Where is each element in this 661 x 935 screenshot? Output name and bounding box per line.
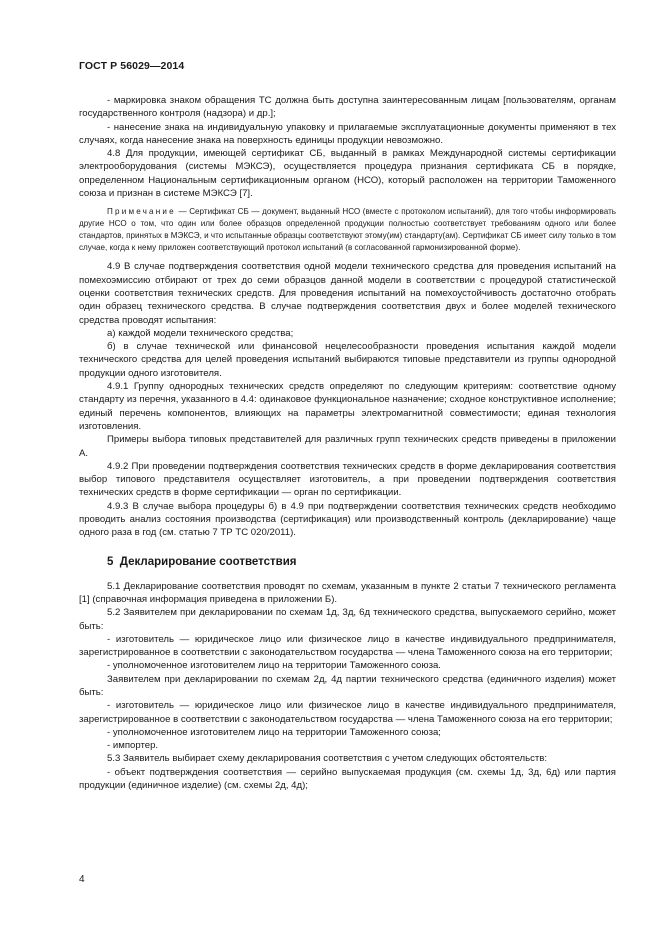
clause-4-9: 4.9 В случае подтверждения соответствия одной модели технического средства для проведения испытаний на помехоэмиссию отбирают от трех до семи образцов данной модели в соответствии с процедурой статистической оценки соответствия технических средств. Для проведения испытаний на помехоустойчивость достаточно отобрать один образец технического средства. В случае подтверждения соответствия двух и более моделей технического средства проводят испытания: xyxy=(79,261,616,326)
paragraph: Заявителем при декларировании по схемам 2д, 4д партии технического средства (единичного изделия) может быть: xyxy=(79,673,616,698)
list-item: - объект подтверждения соответствия — серийно выпускаемая продукция (см. схемы 1д, 3д, 6д) или партия продукции (единичное изделие) (см. схемы 2д, 4д); xyxy=(79,766,616,792)
document-header: ГОСТ Р 56029—2014 xyxy=(79,60,185,72)
clause-5-3: 5.3 Заявитель выбирает схему декларирования соответствия с учетом следующих обстоятельств: xyxy=(107,753,548,765)
list-item: а) каждой модели технического средства; xyxy=(107,327,294,339)
list-item: - уполномоченное изготовителем лицо на территории Таможенного союза; xyxy=(107,726,441,738)
list-item: - изготовитель — юридическое лицо или физическое лицо в качестве индивидуального предпринимателя, зарегистрированное в соответствии с законодательством государства — члена Таможенного союза на его территории; xyxy=(79,700,616,725)
paragraph: - маркировка знаком обращения ТС должна быть доступна заинтересованным лицам [пользователям, органам государственного контроля (надзора) и др.]; xyxy=(79,95,616,120)
clause-4-8: 4.8 Для продукции, имеющей сертификат СБ, выданный в рамках Международной системы сертификации электрооборудования (системы МЭКСЭ), осуществляется процедура признания сертификата СБ в порядке, определенном Национальным сертификационным органом (НСО), который расположен на территории Таможенного союза и признан в системе МЭКСЭ [7]. xyxy=(79,148,616,200)
page-number: 4 xyxy=(79,874,85,885)
list-item: - импортер. xyxy=(107,740,159,752)
list-item: - изготовитель — юридическое лицо или физическое лицо в качестве индивидуального предпринимателя, зарегистрированное в соответствии с законодательством государства — члена Таможенного союза на его территории; xyxy=(79,633,616,659)
note-block xyxy=(79,206,616,254)
page-body xyxy=(79,94,616,792)
clause-4-9-1: 4.9.1 Группу однородных технических средств определяют по следующим критериям: соответствие одному стандарту из перечня, указанного в 4.4: одинаковое функциональное назначение; сходное конструктивное исполнение; единый перечень компонентов, влияющих на параметры электромагнитной совместимости; единая технология изготовления. xyxy=(79,381,616,432)
note-text: — Сертификат СБ — документ, выданный НСО (вместе с протоколом испытаний), для того чтобы информировать другие НСО о том, что один или более образцов определенной продукции полностью соответствует требованиям одного или более стандартов, принятых в МЭКСЭ, и что испытанные образцы соответствуют этому(им) стандарту(ам). Сертификат СБ имеет силу только в том случае, когда к нему приложен соответствующий протокол испытаний (в согласованной гармонизированной форме). xyxy=(79,207,617,253)
list-item: б) в случае технической или финансовой нецелесообразности проведения испытания каждой модели технического средства для целей проведения испытаний выбираются типовые представители из группы однородной продукции одного изготовителя. xyxy=(79,341,616,379)
section-heading xyxy=(79,554,616,570)
paragraph: Примеры выбора типовых представителей для различных групп технических средств приведены в приложении А. xyxy=(79,434,616,459)
list-item: - уполномоченное изготовителем лицо на территории Таможенного союза. xyxy=(107,660,441,672)
section-number: 5 xyxy=(107,555,114,568)
clause-4-9-2: 4.9.2 При проведении подтверждения соответствия технических средств в форме декларирования соответствия выбор типового представителя осуществляет изготовитель, а при проведении подтверждения соответствия технических средств в форме сертификации — орган по сертификации. xyxy=(79,460,616,499)
clause-4-9-3: 4.9.3 В случае выбора процедуры б) в 4.9 при подтверждении соответствия технических средств необходимо проводить анализ состояния производства (сертификация) или производственный контроль (декларирование) чаще одного раза в год (см. статью 7 ТР ТС 020/2011). xyxy=(79,500,616,539)
note-label: Примечание xyxy=(107,207,176,217)
clause-5-1: 5.1 Декларирование соответствия проводят по схемам, указанным в пункте 2 статьи 7 технического регламента [1] (справочная информация приведена в приложении Б). xyxy=(79,580,616,605)
paragraph: - нанесение знака на индивидуальную упаковку и прилагаемые эксплуатационные документы применяют в тех случаях, когда нанесение знака на поверхность единицы продукции невозможно. xyxy=(79,121,616,146)
section-title: Декларирование соответствия xyxy=(119,555,297,568)
clause-5-2: 5.2 Заявителем при декларировании по схемам 1д, 3д, 6д технического средства, выпускаемого серийно, может быть: xyxy=(79,607,616,632)
